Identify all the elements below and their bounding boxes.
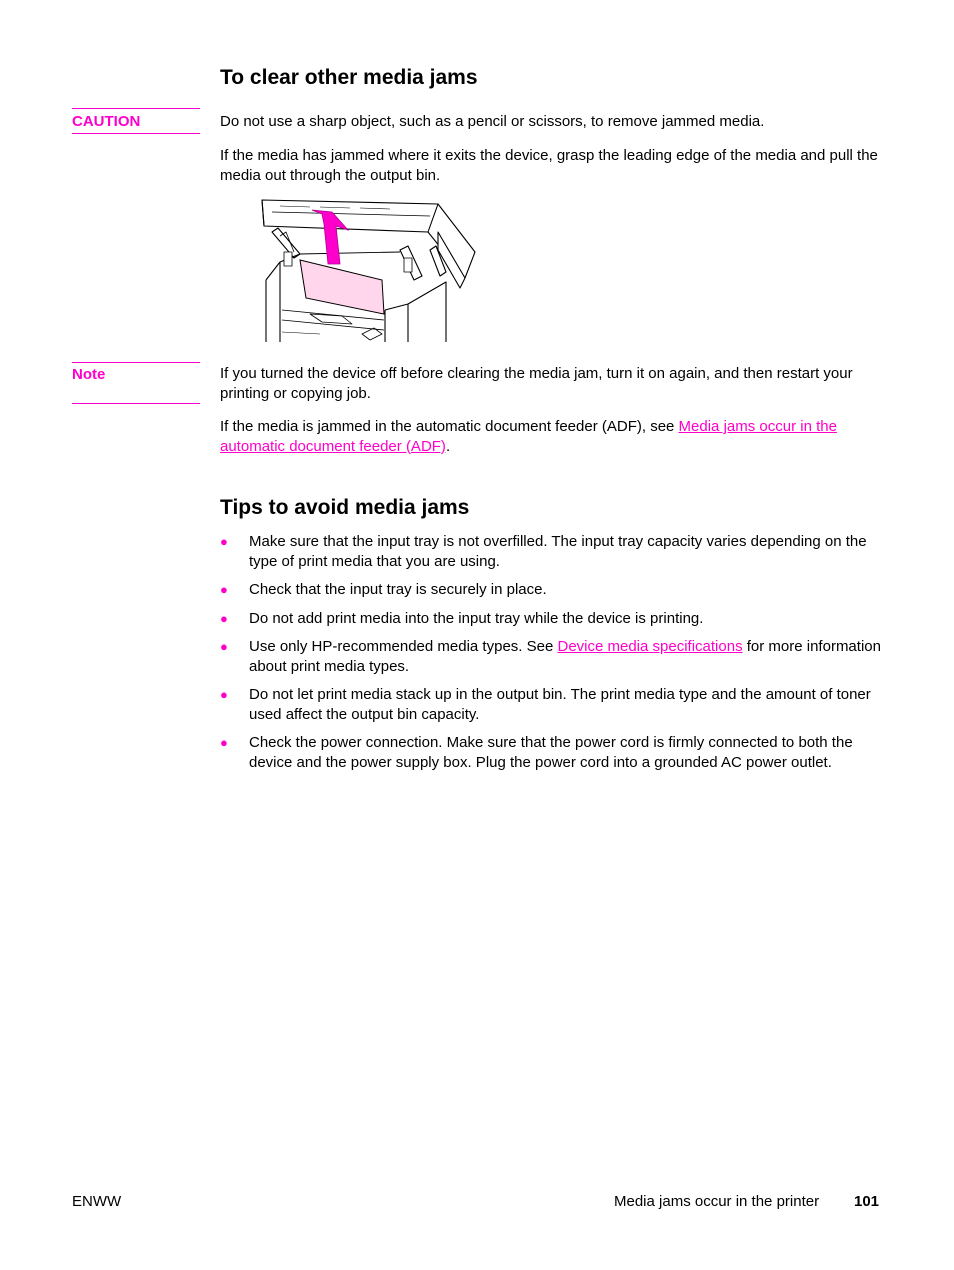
list-item (220, 580, 884, 600)
device-media-specifications-link[interactable]: Device media specifications (557, 638, 743, 655)
list-item (220, 685, 884, 724)
exit-jam-paragraph: If the media has jammed where it exits the device, grasp the leading edge of the media and pull the media out through the output bin. (220, 147, 878, 184)
footer-page-number: 101 (854, 1193, 880, 1210)
list-item (220, 609, 884, 629)
caution-label: CAUTION (72, 113, 141, 130)
bullet-icon: ● (220, 639, 228, 654)
tip-text: Do not let print media stack up in the output bin. The print media type and the amount of toner used affect the output bin capacity. (249, 686, 871, 723)
jammed-media-sheet (300, 260, 384, 314)
bullet-icon: ● (220, 610, 228, 626)
tip-text-after: for more information about print media types. (249, 638, 881, 675)
note-text: If you turned the device off before clearing the media jam, turn it on again, and then restart your printing or copying job. (220, 365, 853, 402)
footer-left: ENWW (72, 1193, 122, 1210)
adf-media-jams-link[interactable]: Media jams occur in the automatic document feeder (ADF) (220, 418, 837, 455)
bullet-icon: ● (220, 534, 228, 549)
list-item (220, 733, 884, 772)
bullet-icon: ● (220, 735, 228, 750)
section-heading-tips: Tips to avoid media jams (220, 496, 470, 519)
tip-text: Check that the input tray is securely in place. (249, 581, 547, 598)
adf-text-before: If the media is jammed in the automatic document feeder (ADF), see (220, 418, 679, 435)
note-label: Note (72, 366, 106, 383)
caution-text: Do not use a sharp object, such as a pencil or scissors, to remove jammed media. (220, 113, 765, 130)
bullet-icon: ● (220, 582, 228, 597)
note-rule-top (72, 362, 200, 363)
note-rule-bottom (72, 403, 200, 404)
tip-text: Make sure that the input tray is not overfilled. The input tray capacity varies depending on the type of print media that you are using. (249, 533, 867, 570)
list-item (220, 532, 884, 571)
caution-rule-bottom (72, 133, 200, 134)
tip-text: Do not add print media into the input tray while the device is printing. (249, 609, 704, 627)
section-heading-clear-jams: To clear other media jams (220, 66, 478, 89)
caution-rule-top (72, 108, 200, 109)
tips-list (220, 532, 884, 781)
printer-jam-illustration (250, 192, 490, 344)
adf-text-after: . (445, 437, 451, 455)
tip-text-before: Use only HP-recommended media types. See (249, 638, 558, 655)
tip-text: Check the power connection. Make sure that the power cord is firmly connected to both the device and the power supply box. Plug the power cord into a grounded AC power outlet. (249, 734, 853, 771)
adf-paragraph (220, 417, 890, 456)
bullet-icon: ● (220, 687, 228, 702)
list-item (220, 637, 884, 676)
footer-chapter-title: Media jams occur in the printer (614, 1193, 820, 1210)
